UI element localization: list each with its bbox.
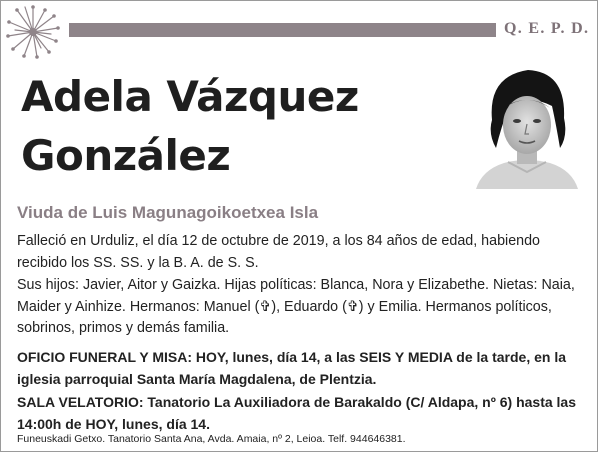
death-paragraph: Falleció en Urduliz, el día 12 de octubre de 2019, a los 84 años de edad, habiendo recibido los SS. SS. y la B. A. de S. S.	[17, 233, 541, 271]
family-paragraph: Sus hijos: Javier, Aitor y Gaizka. Hijas políticas: Blanca, Nora y Elizabethe. Nietas: Naia, Maider y Ainhize. Hermanos: Manuel (✞), Eduardo (✞) y Emilia. Hermanos políticos, sobrinos, primos y demás familia.	[17, 277, 575, 337]
funeral-home-footer: Funeuskadi Getxo. Tanatorio Santa Ana, Avda. Amaia, nº 2, Leioa. Telf. 944646381.	[17, 433, 406, 445]
name-line-1: Adela Vázquez	[21, 72, 359, 121]
deceased-name	[21, 67, 461, 185]
name-line-2: González	[21, 131, 231, 180]
qepd-label: Q. E. P. D.	[504, 20, 590, 37]
header-bar	[69, 23, 496, 37]
wake-room-paragraph: SALA VELATORIO: Tanatorio La Auxiliadora de Barakaldo (C/ Aldapa, nº 6) hasta las 14:00h de HOY, lunes, día 14.	[17, 394, 576, 432]
funeral-mass-paragraph: OFICIO FUNERAL Y MISA: HOY, lunes, día 14, a las SEIS Y MEDIA de la tarde, en la iglesia parroquial Santa María Magdalena, de Plentzia.	[17, 349, 567, 387]
flower-ornament-icon	[5, 4, 61, 60]
portrait-photo	[474, 62, 580, 189]
widow-of-subtitle: Viuda de Luis Magunagoikoetxea Isla	[17, 203, 319, 222]
